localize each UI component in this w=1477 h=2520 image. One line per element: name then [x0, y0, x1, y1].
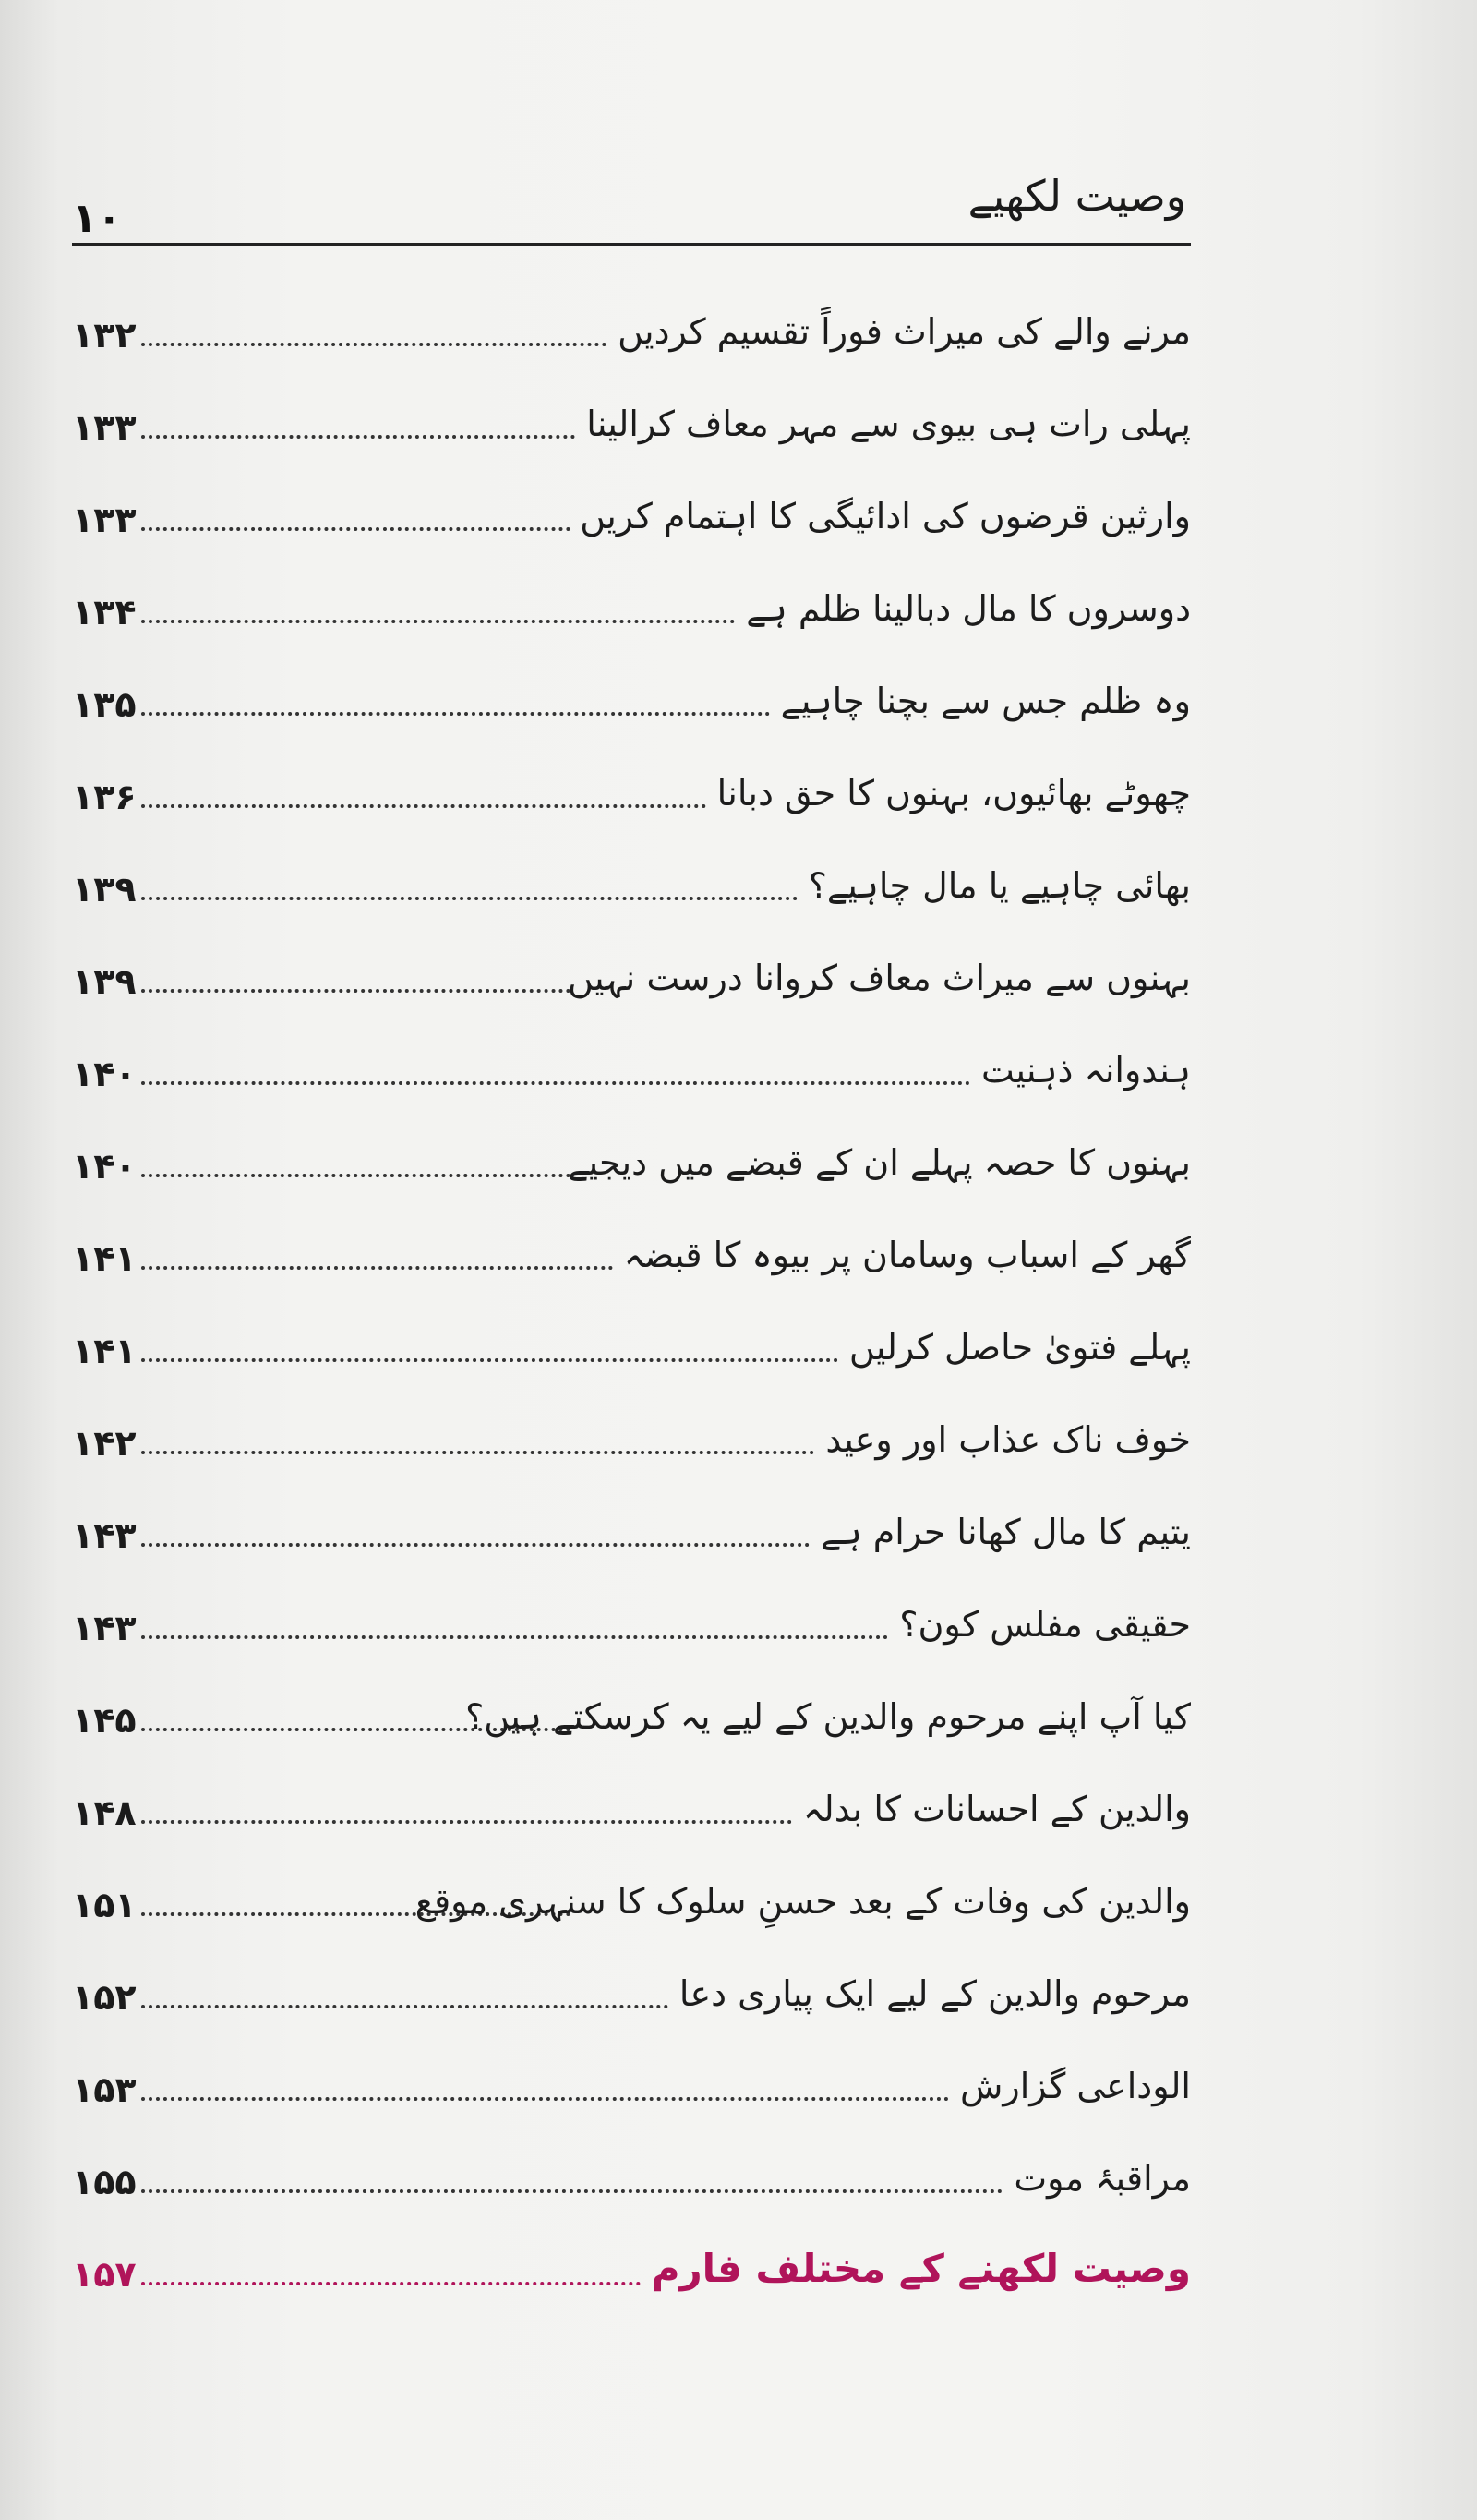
- dot-leader: [141, 509, 570, 531]
- toc-entry: [72, 919, 1191, 1011]
- toc-entry: [72, 1842, 1191, 1935]
- toc-entry-title: الوداعی گزارش: [959, 2066, 1191, 2106]
- toc-entry: [72, 1935, 1191, 2027]
- toc-entry-title: مراقبۂ موت: [1014, 2158, 1191, 2199]
- dot-leader: [141, 2079, 949, 2101]
- toc-page-number: ۱۵۳: [72, 2069, 137, 2110]
- toc-page-number: ۱۳۹: [72, 961, 137, 1002]
- toc-page-number: ۱۴۰: [72, 1146, 137, 1187]
- dot-leader: [141, 693, 770, 716]
- dot-leader: [141, 601, 735, 623]
- dot-leader: [141, 1432, 814, 1454]
- toc-page-number: ۱۴۲: [72, 1423, 137, 1464]
- toc-entry: [72, 1196, 1191, 1288]
- table-of-contents: [72, 272, 1191, 2304]
- toc-entry: [72, 365, 1191, 457]
- toc-entry: [72, 642, 1191, 734]
- toc-entry-title: بہنوں کا حصہ پہلے ان کے قبضے میں دیجیے: [568, 1142, 1191, 1183]
- toc-entry: [72, 1658, 1191, 1750]
- toc-entry-title: حقیقی مفلس کون؟: [899, 1604, 1191, 1645]
- toc-entry-title: وارثین قرضوں کی ادائیگی کا اہتمام کریں: [580, 496, 1191, 537]
- dot-leader: [141, 1986, 668, 2008]
- toc-entry: [72, 1288, 1191, 1381]
- toc-entry-title: یتیم کا مال کھانا حرام ہے: [821, 1512, 1191, 1552]
- header-rule: [72, 243, 1191, 246]
- toc-page-number: ۱۵۵: [72, 2162, 137, 2202]
- toc-entry: [72, 826, 1191, 919]
- toc-page-number: ۱۴۳: [72, 1515, 137, 1556]
- dot-leader: [141, 1617, 888, 1639]
- toc-page-number: ۱۳۹: [72, 869, 137, 910]
- toc-page-number: ۱۳۲: [72, 315, 137, 356]
- toc-entry: [72, 2027, 1191, 2119]
- toc-entry-title: والدین کی وفات کے بعد حسنِ سلوک کا سنہری موقع: [414, 1881, 1191, 1922]
- dot-leader: [141, 1063, 970, 1085]
- page-number: ۱۰: [72, 195, 122, 242]
- dot-leader: [141, 878, 798, 900]
- toc-entry: [72, 272, 1191, 365]
- running-title: وصیت لکھیے: [967, 171, 1186, 221]
- dot-leader: [141, 2171, 1003, 2193]
- toc-entry: [72, 1011, 1191, 1103]
- toc-entry: [72, 549, 1191, 642]
- dot-leader: [141, 324, 606, 346]
- toc-page-number: ۱۳۶: [72, 777, 137, 817]
- dot-leader: [141, 2263, 641, 2285]
- toc-page-number: ۱۴۳: [72, 1608, 137, 1648]
- dot-leader: [141, 416, 575, 439]
- toc-page-number: ۱۵۱: [72, 1885, 137, 1925]
- toc-page-number: ۱۴۰: [72, 1054, 137, 1094]
- dot-leader: [141, 1155, 570, 1177]
- toc-page-number: ۱۴۸: [72, 1792, 137, 1833]
- dot-leader: [141, 971, 570, 993]
- toc-entry-title: پہلی رات ہی بیوی سے مہر معاف کرالینا: [586, 404, 1191, 444]
- toc-page-number: ۱۵۲: [72, 1977, 137, 2018]
- toc-entry: [72, 2212, 1191, 2304]
- toc-entry-title: مرنے والے کی میراث فوراً تقسیم کردیں: [618, 311, 1191, 352]
- toc-entry-title: والدین کے احسانات کا بدلہ: [802, 1789, 1191, 1829]
- toc-page-number: ۱۴۱: [72, 1331, 137, 1371]
- toc-page-number: ۱۵۷: [72, 2254, 137, 2295]
- toc-page-number: ۱۳۳: [72, 407, 137, 448]
- toc-page-number: ۱۳۳: [72, 500, 137, 540]
- toc-page-number: ۱۳۵: [72, 684, 137, 725]
- toc-entry-title: دوسروں کا مال دبالینا ظلم ہے: [746, 588, 1191, 629]
- dot-leader: [141, 1802, 792, 1824]
- toc-entry-title: خوف ناک عذاب اور وعید: [825, 1419, 1191, 1460]
- toc-entry-title: وصیت لکھنے کے مختلف فارم: [651, 2246, 1191, 2291]
- toc-entry: [72, 457, 1191, 549]
- toc-entry: [72, 734, 1191, 826]
- toc-entry: [72, 2119, 1191, 2212]
- toc-entry: [72, 1103, 1191, 1196]
- toc-entry: [72, 1381, 1191, 1473]
- dot-leader: [141, 786, 706, 808]
- toc-entry-title: گھر کے اسباب وسامان پر بیوہ کا قبضہ: [623, 1235, 1191, 1275]
- toc-entry-title: بھائی چاہیے یا مال چاہیے؟: [808, 865, 1191, 906]
- toc-page-number: ۱۳۴: [72, 592, 137, 633]
- toc-page-number: ۱۴۵: [72, 1700, 137, 1741]
- page-header: [72, 162, 1191, 249]
- toc-entry-title: وہ ظلم جس سے بچنا چاہیے: [780, 681, 1191, 721]
- toc-entry: [72, 1565, 1191, 1658]
- dot-leader: [141, 1248, 613, 1270]
- toc-entry-title: مرحوم والدین کے لیے ایک پیاری دعا: [678, 1973, 1191, 2014]
- toc-entry: [72, 1473, 1191, 1565]
- toc-entry-title: پہلے فتویٰ حاصل کرلیں: [848, 1327, 1191, 1368]
- dot-leader: [141, 1525, 810, 1547]
- toc-entry-title: چھوٹے بھائیوں، بہنوں کا حق دبانا: [716, 773, 1191, 814]
- toc-entry: [72, 1750, 1191, 1842]
- dot-leader: [141, 1340, 838, 1362]
- toc-entry-title: کیا آپ اپنے مرحوم والدین کے لیے یہ کرسکتے ہیں؟: [465, 1696, 1191, 1737]
- toc-entry-title: ہندوانہ ذہنیت: [981, 1050, 1191, 1091]
- toc-page-number: ۱۴۱: [72, 1238, 137, 1279]
- toc-entry-title: بہنوں سے میراث معاف کروانا درست نہیں: [568, 958, 1191, 998]
